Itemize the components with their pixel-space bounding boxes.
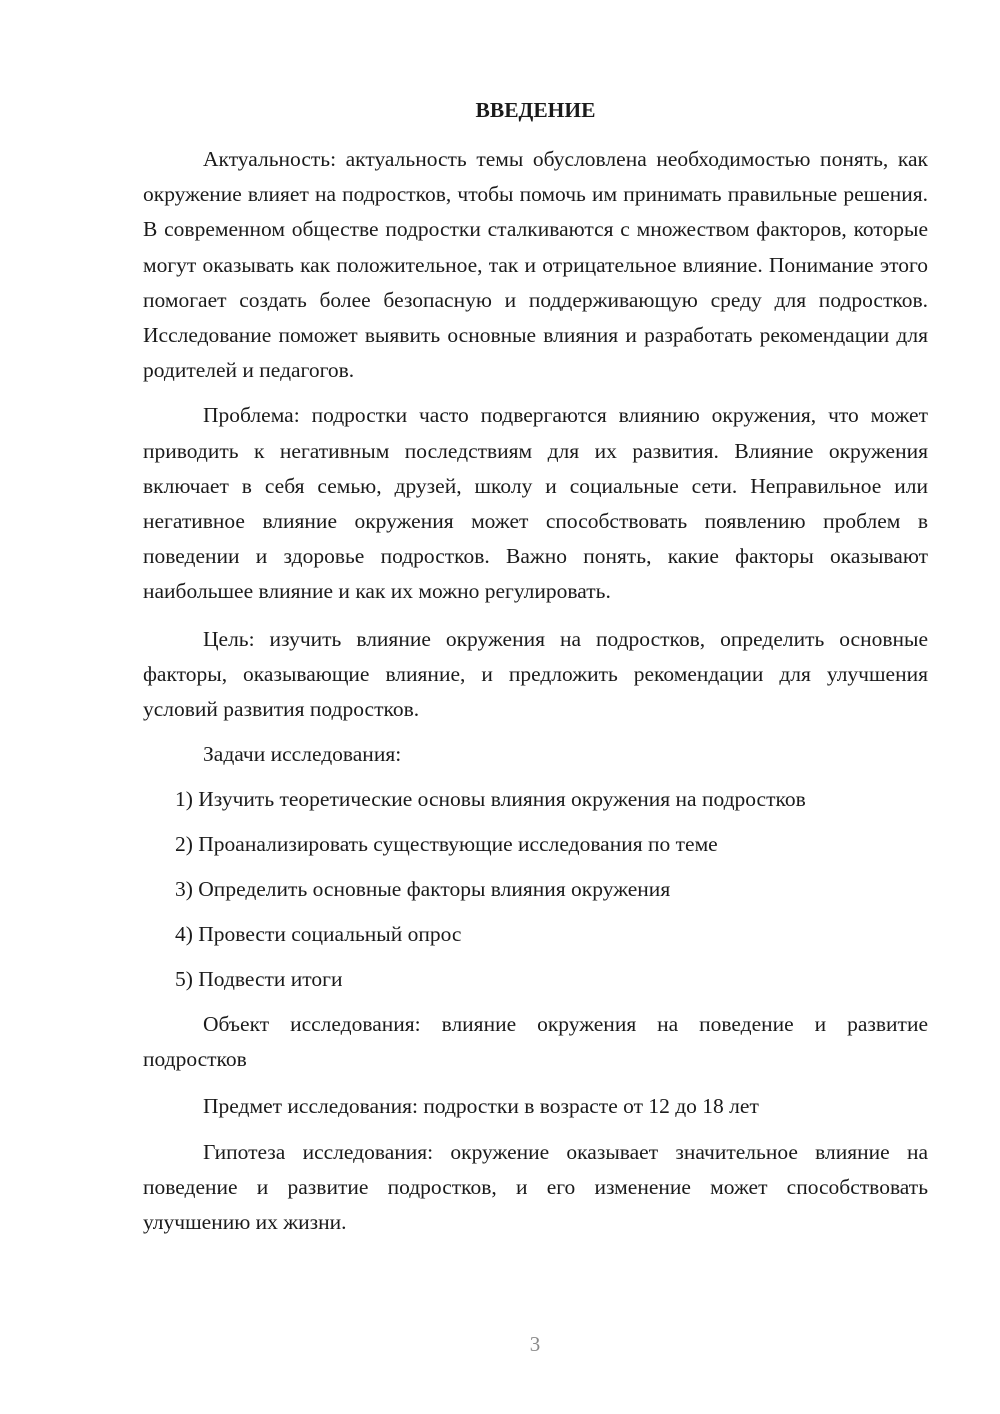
task-item: 2) Проанализировать существующие исследования по теме (175, 832, 718, 857)
task-item: 1) Изучить теоретические основы влияния окружения на подростков (175, 787, 806, 812)
document-page (143, 95, 928, 1249)
object-paragraph: Объект исследования: влияние окружения на поведение и развитие подростков (143, 1012, 928, 1072)
task-item: 3) Определить основные факторы влияния окружения (175, 877, 671, 902)
problem-paragraph: Проблема: подростки часто подвергаются влиянию окружения, что может приводить к негативным последствиям для их развития. Влияние окружения включает в себя семью, друзей, школу и социальные сети. Неправильное или негативное влияние окружения может способствовать появлению проблем в поведении и здоровье подростков. Важно понять, какие факторы оказывают наибольшее влияние и как их можно регулировать. (143, 403, 928, 604)
task-item: 4) Провести социальный опрос (175, 922, 462, 947)
tasks-heading: Задачи исследования: (203, 742, 402, 767)
hypothesis-paragraph: Гипотеза исследования: окружение оказывает значительное влияние на поведение и развитие подростков, и его изменение может способствовать улучшению их жизни. (143, 1139, 928, 1235)
subject-paragraph: Предмет исследования: подростки в возрасте от 12 до 18 лет (203, 1093, 759, 1118)
relevance-paragraph: Актуальность: актуальность темы обусловлена необходимостью понять, как окружение влияет на подростков, чтобы помочь им принимать правильные решения. В современном обществе подростки сталкиваются с множеством факторов, которые могут оказывать как положительное, так и отрицательное влияние. Понимание этого помогает создать более безопасную и поддерживающую среду для подростков. Исследование поможет выявить основные влияния и разработать рекомендации для родителей и педагогов. (143, 147, 928, 383)
page-number: 3 (529, 1332, 541, 1356)
goal-paragraph: Цель: изучить влияние окружения на подростков, определить основные факторы, оказывающие влияние, и предложить рекомендации для улучшения условий развития подростков. (143, 626, 928, 722)
task-item: 5) Подвести итоги (175, 967, 343, 992)
page-title: ВВЕДЕНИЕ (475, 98, 596, 122)
task-list (143, 782, 928, 997)
